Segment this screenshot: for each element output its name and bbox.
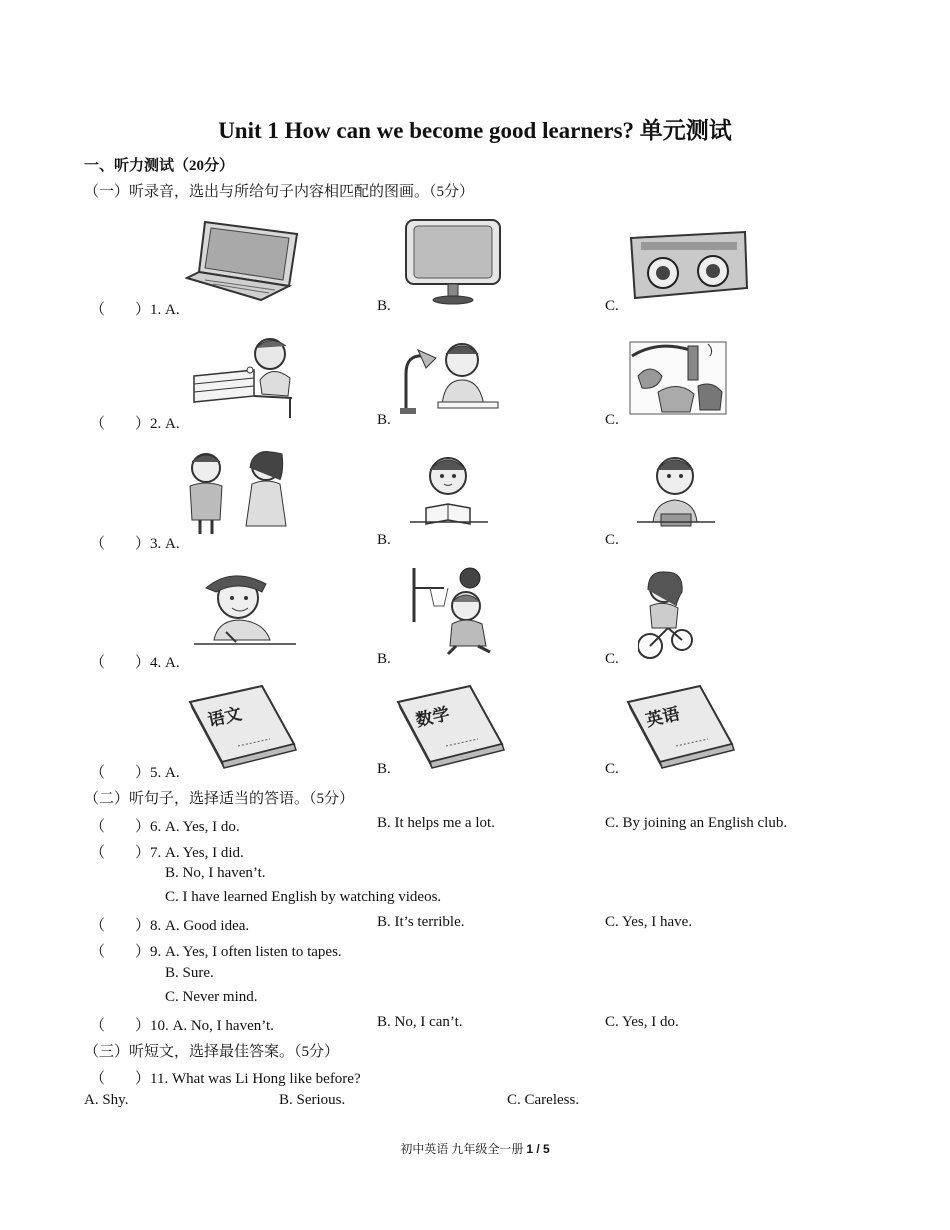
boy-table-tennis-picture — [192, 334, 304, 418]
girl-cycling-picture — [638, 568, 694, 662]
q3-option-b: B. — [377, 532, 391, 548]
q10-option-c: C. Yes, I do. — [605, 1014, 679, 1030]
english-book-label: 英语 — [644, 704, 682, 732]
laptop-picture — [185, 220, 303, 302]
q7-option-b: B. No, I haven’t. — [165, 865, 266, 881]
section-heading-listening: 一、听力测试（20分） — [84, 158, 235, 174]
q9-option-b: B. Sure. — [165, 965, 214, 981]
cartoon-scene-picture — [628, 336, 728, 416]
q11-option-c: C. Careless. — [507, 1092, 580, 1108]
q1-option-b: B. — [377, 298, 391, 314]
q5-number: （ ）5. A. — [90, 765, 180, 781]
q11-option-b: B. Serious. — [279, 1092, 346, 1108]
q9-option-a: （ ）9. A. Yes, I often listen to tapes. — [90, 944, 342, 960]
q11-stem: （ ）11. What was Li Hong like before? — [90, 1071, 361, 1087]
q5-option-c: C. — [605, 761, 619, 777]
page-number: 1 / 5 — [526, 1142, 550, 1156]
boy-at-desk-picture — [635, 448, 717, 532]
q9-option-c: C. Never mind. — [165, 989, 258, 1005]
part1-heading: （一）听录音，选出与所给句子内容相匹配的图画。（5分） — [84, 184, 475, 200]
q6-option-a: （ ）6. A. Yes, I do. — [90, 819, 240, 835]
page-title: Unit 1 How can we become good learners? 单元测试 — [218, 118, 732, 143]
q11-option-a: A. Shy. — [84, 1092, 129, 1108]
boy-reading-book-picture — [408, 448, 490, 530]
q5-option-b: B. — [377, 761, 391, 777]
chinese-book-label: 语文 — [206, 704, 244, 732]
q7-option-c: C. I have learned English by watching videos. — [165, 889, 442, 905]
q10-option-b: B. No, I can’t. — [377, 1014, 463, 1030]
part3-heading: （三）听短文，选择最佳答案。（5分） — [84, 1044, 340, 1060]
q6-option-b: B. It helps me a lot. — [377, 815, 495, 831]
tape-recorder-picture — [627, 228, 751, 302]
boy-studying-lamp-picture — [398, 334, 502, 418]
two-children-talking-picture — [184, 446, 294, 536]
footer-text: 初中英语 九年级全一册 — [400, 1142, 527, 1156]
q2-option-c: C. — [605, 412, 619, 428]
english-book-picture — [626, 684, 736, 770]
q4-option-b: B. — [377, 651, 391, 667]
part2-heading: （二）听句子，选择适当的答语。（5分） — [84, 791, 355, 807]
q10-option-a: （ ）10. A. No, I haven’t. — [90, 1018, 274, 1034]
chinese-book-picture — [188, 684, 298, 770]
monitor-picture — [404, 218, 502, 306]
page-footer — [0, 1140, 950, 1157]
q1-number: （ ）1. A. — [90, 302, 180, 318]
boy-basketball-picture — [408, 566, 502, 656]
math-book-label: 数学 — [414, 704, 452, 732]
q6-option-c: C. By joining an English club. — [605, 815, 788, 831]
q4-number: （ ）4. A. — [90, 655, 180, 671]
q2-option-b: B. — [377, 412, 391, 428]
q7-option-a: （ ）7. A. Yes, I did. — [90, 845, 244, 861]
boy-writing-picture — [192, 568, 298, 650]
math-book-picture — [396, 684, 506, 770]
q2-number: （ ）2. A. — [90, 416, 180, 432]
q8-option-b: B. It’s terrible. — [377, 914, 465, 930]
q4-option-c: C. — [605, 651, 619, 667]
q1-option-c: C. — [605, 298, 619, 314]
q8-option-c: C. Yes, I have. — [605, 914, 693, 930]
q3-number: （ ）3. A. — [90, 536, 180, 552]
q8-option-a: （ ）8. A. Good idea. — [90, 918, 250, 934]
q3-option-c: C. — [605, 532, 619, 548]
